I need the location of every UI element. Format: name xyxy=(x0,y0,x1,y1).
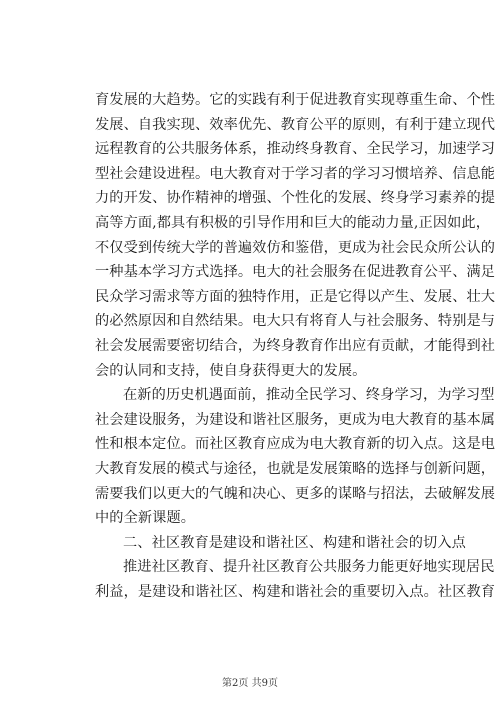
text-line: 高等方面,都具有积极的引导作用和巨大的能动力量,正因如此， xyxy=(95,214,490,231)
text-line: 的必然原因和自然结果。电大只有将育人与社会服务、特别是与 xyxy=(95,313,496,330)
text-line: 发展、自我实现、效率优先、教育公平的原则，有利于建立现代 xyxy=(95,116,496,133)
text-line: 性和根本定位。而社区教育应成为电大教育新的切入点。这是电 xyxy=(95,436,496,453)
text-line: 一种基本学习方式选择。电大的社会服务在促进教育公平、满足 xyxy=(95,264,496,281)
text-line: 育发展的大趋势。它的实践有利于促进教育实现尊重生命、个性 xyxy=(95,92,496,108)
page-number-footer: 第2页 共9页 xyxy=(222,678,278,689)
text-line: 会的认同和支持，使自身获得更大的发展。 xyxy=(95,362,367,379)
body-text xyxy=(95,88,496,604)
text-line: 不仅受到传统大学的普遍效仿和鉴借，更成为社会民众所公认的 xyxy=(95,239,496,256)
text-line: 需要我们以更大的气魄和决心、更多的谋略与招法，去破解发展 xyxy=(95,485,496,502)
text-line: 利益，是建设和谐社区、构建和谐社会的重要切入点。社区教育 xyxy=(95,583,496,600)
text-line: 大教育发展的模式与途径，也就是发展策略的选择与创新问题， xyxy=(95,460,496,477)
text-line: 社会建设服务，为建设和谐社区服务，更成为电大教育的基本属 xyxy=(95,411,496,428)
text-line: 型社会建设进程。电大教育对于学习者的学习习惯培养、信息能 xyxy=(95,165,496,182)
text-line: 民众学习需求等方面的独特作用，正是它得以产生、发展、壮大 xyxy=(95,288,496,305)
text-line: 力的开发、协作精神的增强、个性化的发展、终身学习素养的提 xyxy=(95,190,496,207)
section-heading: 二、社区教育是建设和谐社区、构建和谐社会的切入点 xyxy=(123,534,466,551)
text-line: 中的全新课题。 xyxy=(95,510,196,527)
text-line: 社会发展需要密切结合，为终身教育作出应有贡献，才能得到社 xyxy=(95,337,496,354)
paragraph-start-line: 在新的历史机遇面前，推动全民学习、终身学习，为学习型 xyxy=(123,387,495,404)
text-line: 远程教育的公共服务体系，推动终身教育、全民学习，加速学习 xyxy=(95,141,496,158)
paragraph-start-line: 推进社区教育、提升社区教育公共服务力能更好地实现居民 xyxy=(123,559,495,576)
